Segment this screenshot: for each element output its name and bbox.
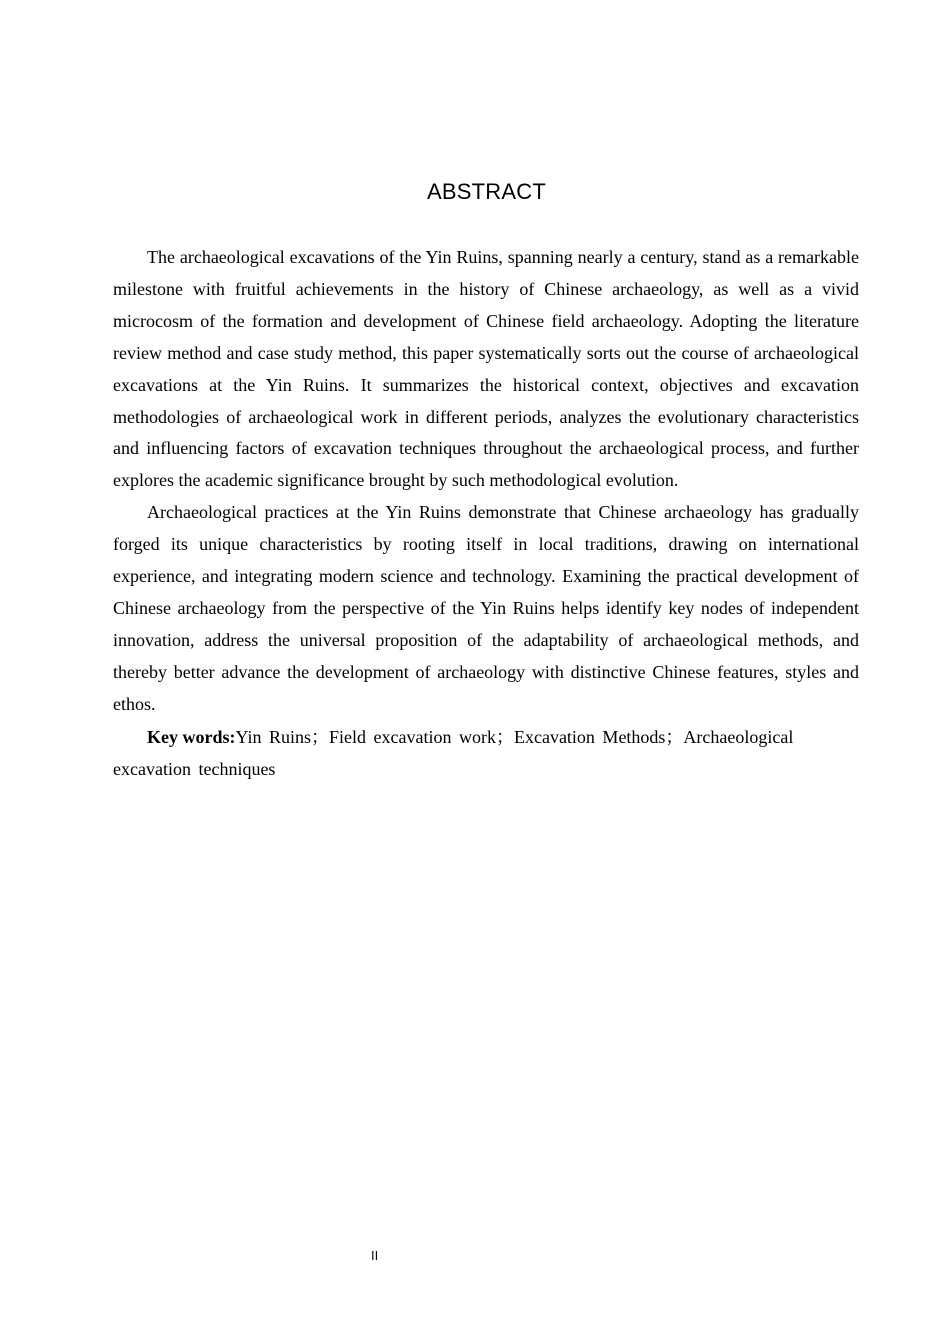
page-number: II xyxy=(371,1248,379,1263)
abstract-title: ABSTRACT xyxy=(427,179,546,204)
abstract-paragraph-1: The archaeological excavations of the Yin Ruins, spanning nearly a century, stand as a remarkable milestone with fruitful achievements in the history of Chinese archaeology, as well as a vivid microcosm of the formation and development of Chinese field archaeology. Adopting the literature review method and case study method, this paper systematically sorts out the course of archaeological excavations at the Yin Ruins. It summarizes the historical context, objectives and excavation methodologies of archaeological work in different periods, analyzes the evolutionary characteristics and influencing factors of excavation techniques throughout the archaeological process, and further explores the academic significance brought by such methodological evolution. xyxy=(113,247,859,491)
keywords-text: Yin Ruins；Field excavation work；Excavation Methods；Archaeological excavation techniques xyxy=(113,726,794,779)
abstract-body xyxy=(113,242,859,785)
keywords-label: Key words: xyxy=(147,726,236,747)
abstract-paragraph-2: Archaeological practices at the Yin Ruins demonstrate that Chinese archaeology has gradually forged its unique characteristics by rooting itself in local traditions, drawing on international experience, and integrating modern science and technology. Examining the practical development of Chinese archaeology from the perspective of the Yin Ruins helps identify key nodes of independent innovation, address the universal proposition of the adaptability of archaeological methods, and thereby better advance the development of archaeology with distinctive Chinese features, styles and ethos. xyxy=(113,502,859,714)
keywords-line xyxy=(113,722,841,786)
